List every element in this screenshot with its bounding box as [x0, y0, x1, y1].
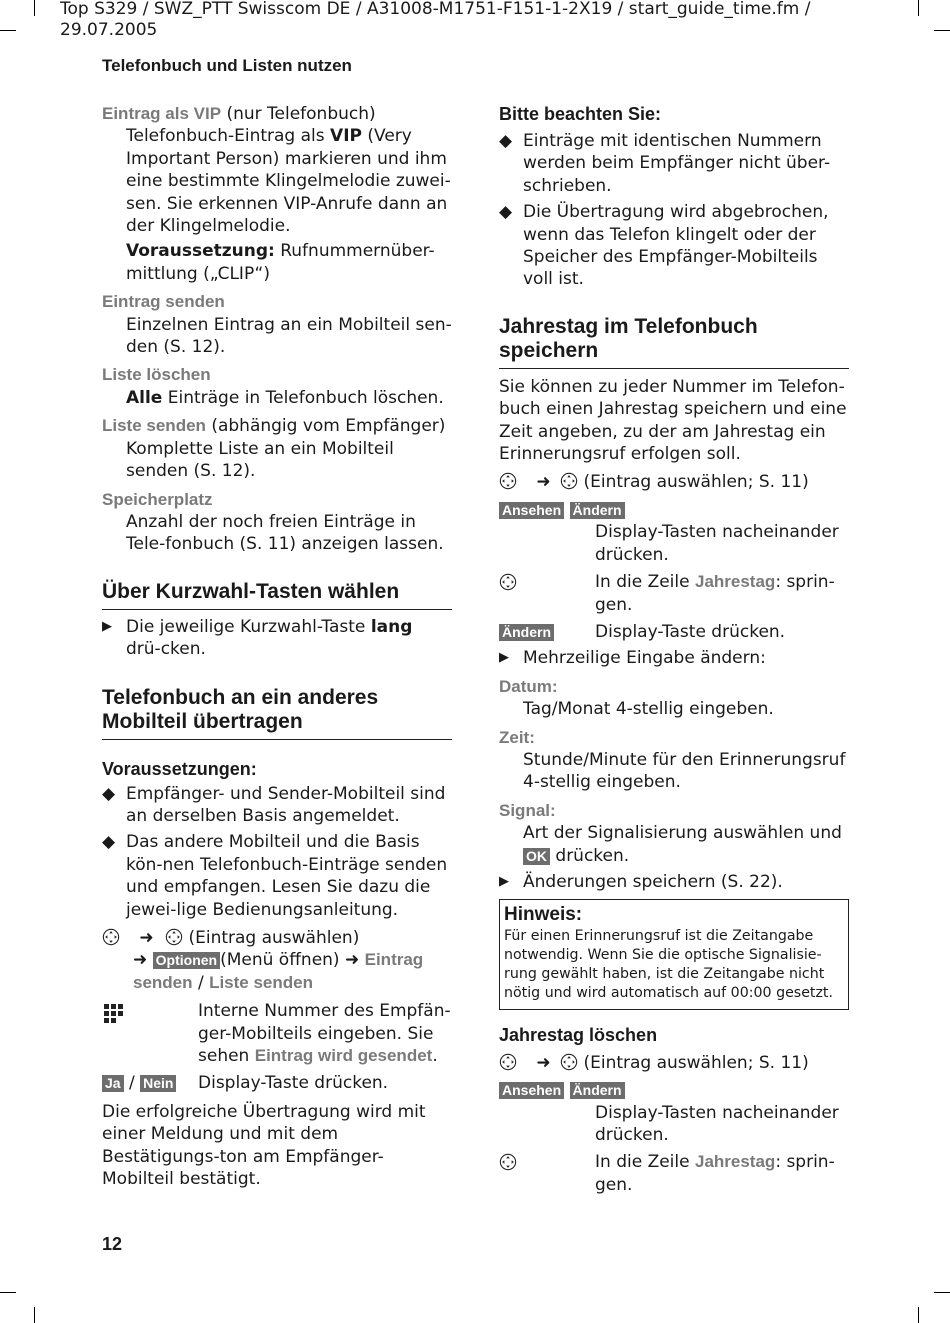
- arrow-bullet-icon: ▶: [499, 650, 509, 666]
- aendern-desc: Display-Taste drücken.: [595, 621, 786, 642]
- send-desc: Einzelnen Eintrag an ein Mobilteil sen-den (S. 12).: [126, 314, 452, 358]
- file-header-line1: Top S329 / SWZ_PTT Swisscom DE / A31008-M1751-F151-1-2X19 / start_guide_time.fm /: [60, 0, 811, 19]
- arrow-icon: ➜: [536, 472, 551, 493]
- delete-keys: [499, 1079, 849, 1101]
- navigation-key-icon: [560, 472, 578, 490]
- delete-term: Liste löschen: [102, 365, 211, 385]
- kurzwahl-step: ▶ Die jeweilige Kurzwahl-Taste lang drü-cken.: [102, 616, 413, 660]
- heading-transfer: Telefonbuch an ein anderes Mobilteil übertragen: [102, 686, 452, 740]
- memory-term: Speicherplatz: [102, 489, 213, 509]
- navigation-key-icon: [499, 1153, 517, 1171]
- crop-mark: [0, 30, 16, 31]
- aendern-row: [499, 621, 849, 643]
- note-item: ◆ Die Übertragung wird abgebrochen, wenn das Telefon klingelt oder der Speicher des Empfänger-Mobilteils voll ist.: [499, 202, 829, 290]
- list-send-suffix: (abhängig vom Empfänger): [205, 416, 446, 437]
- vip-term: Eintrag als VIP: [102, 104, 222, 123]
- date-desc: Tag/Monat 4-stellig eingeben.: [523, 699, 774, 720]
- arrow-bullet-icon: ▶: [499, 873, 509, 889]
- delete-select-step: [499, 1052, 849, 1074]
- crop-mark: [918, 0, 919, 16]
- list-send-entry: [102, 415, 452, 482]
- vip-suffix: (nur Telefonbuch): [226, 104, 376, 124]
- page-number: 12: [102, 1234, 123, 1254]
- file-header: [60, 0, 860, 41]
- arrow-icon: ➜: [536, 1052, 551, 1073]
- keys-desc: Display-Tasten nacheinander drücken.: [595, 522, 839, 565]
- anniv-keys: [499, 499, 849, 521]
- heading-kurzwahl: Über Kurzwahl-Tasten wählen: [102, 580, 452, 610]
- signal-desc1: Art der Signalisierung auswählen und: [523, 823, 842, 844]
- date-field: [499, 676, 849, 721]
- delete-line-jump-row: [499, 1151, 849, 1196]
- aendern-key[interactable]: Ändern: [499, 624, 554, 641]
- signal-term: Signal:: [499, 800, 556, 820]
- delete-entry: [102, 364, 452, 409]
- signal-desc2: OK drücken.: [523, 845, 849, 867]
- success-text: Die erfolgreiche Übertragung wird mit einer Meldung und mit dem Bestätigungs-ton am Empfänger-Mobilteil bestätigt.: [102, 1101, 426, 1190]
- step-select-text: (Eintrag auswählen): [188, 927, 360, 948]
- diamond-bullet-icon: ◆: [499, 202, 513, 223]
- arrow-icon: ➜: [344, 950, 360, 971]
- send-entry: [102, 291, 452, 358]
- memory-desc: Anzahl der noch freien Einträge in Tele-fonbuch (S. 11) anzeigen lassen.: [126, 511, 444, 555]
- right-column: [499, 103, 849, 1196]
- ansehen-key[interactable]: Ansehen: [499, 1082, 564, 1099]
- ja-key[interactable]: Ja: [102, 1075, 124, 1092]
- crop-mark: [0, 1292, 16, 1293]
- list-send-menu[interactable]: Liste senden: [209, 972, 313, 992]
- transfer-steps: ➜ (Eintrag auswählen) ➜ Optionen (Menü öffnen) ➜ Eintrag senden / Liste senden: [102, 927, 452, 994]
- aendern-key[interactable]: Ändern: [570, 1082, 625, 1099]
- ansehen-key[interactable]: Ansehen: [499, 502, 564, 519]
- delete-keys-desc-row: [499, 1102, 849, 1147]
- requirement-item: ◆ Das andere Mobilteil und die Basis kön-nen Telefonbuch-Einträge senden und empfangen. Lesen Sie dazu die jewei-lige Bedienungsanleitung.: [102, 832, 448, 920]
- nein-key[interactable]: Nein: [140, 1075, 176, 1092]
- keys-desc-row: [499, 521, 849, 566]
- crop-mark: [934, 30, 950, 31]
- step-select-text: (Eintrag auswählen; S. 11): [583, 1052, 809, 1073]
- entry-send-menu[interactable]: Eintrag senden: [133, 950, 424, 992]
- keypad-icon: [102, 1002, 126, 1026]
- note-item: ◆ Einträge mit identischen Nummern werden beim Empfänger nicht über-schrieben.: [499, 131, 831, 196]
- ja-nein-desc: Display-Taste drücken.: [198, 1073, 389, 1094]
- crop-mark: [34, 0, 35, 16]
- anniversary-intro: Sie können zu jeder Nummer im Telefon-buch einen Jahrestag speichern und eine Zeit angeben, zu der am Jahrestag ein Erinnerungsruf erfolgen soll.: [499, 376, 847, 465]
- navigation-key-icon: [560, 1053, 578, 1071]
- aendern-key[interactable]: Ändern: [570, 502, 625, 519]
- anniv-select-step: [499, 471, 849, 493]
- diamond-bullet-icon: ◆: [499, 131, 513, 151]
- ok-key[interactable]: OK: [523, 848, 550, 865]
- diamond-bullet-icon: ◆: [102, 783, 116, 804]
- hint-box: [499, 899, 849, 1009]
- navigation-key-icon: [102, 928, 120, 946]
- arrow-icon: ➜: [133, 950, 148, 971]
- heading-note: Bitte beachten Sie:: [499, 104, 662, 124]
- line-jump-desc: In die Zeile Jahrestag: sprin-gen.: [595, 572, 835, 615]
- vip-desc: Telefonbuch-Eintrag als VIP (Very Important Person) markieren und ihm eine bestimmte Klingelmelodie zuwei-sen. Sie erkennen VIP-Anrufe dann an der Klingelmelodie.: [126, 126, 451, 237]
- optionen-key[interactable]: Optionen: [153, 952, 220, 969]
- crop-mark: [34, 1307, 35, 1323]
- line-jump-row: [499, 571, 849, 616]
- arrow-icon: ➜: [139, 927, 154, 948]
- date-term: Datum:: [499, 676, 558, 696]
- internal-number-row: [102, 1000, 452, 1067]
- send-term: Eintrag senden: [102, 292, 225, 312]
- step-menu-text: (Menü öffnen): [220, 950, 340, 971]
- line-jump-desc: In die Zeile Jahrestag: sprin-gen.: [595, 1152, 835, 1195]
- arrow-bullet-icon: ▶: [102, 618, 112, 634]
- crop-mark: [934, 1292, 950, 1293]
- ja-nein-row: Ja / Nein Display-Taste drücken.: [102, 1072, 452, 1094]
- navigation-key-icon: [499, 573, 517, 591]
- multi-step: ▶ Mehrzeilige Eingabe ändern:: [499, 648, 766, 669]
- crop-mark: [918, 1307, 919, 1323]
- vip-entry: [102, 103, 452, 285]
- hint-text: Für einen Erinnerungsruf ist die Zeitangabe notwendig. Wenn Sie die optische Signalisie-rung gewählt haben, ist die Zeitangabe nicht nötig und wird automatisch auf 00:00 gesetzt.: [504, 927, 834, 1001]
- navigation-key-icon: [499, 472, 517, 490]
- diamond-bullet-icon: ◆: [102, 832, 116, 853]
- heading-delete: Jahrestag löschen: [499, 1024, 658, 1045]
- heading-requirements: Voraussetzungen:: [102, 758, 257, 779]
- delete-desc: Alle Einträge in Telefonbuch löschen.: [126, 387, 444, 408]
- signal-field: [499, 800, 849, 867]
- vip-requirement: Voraussetzung: Rufnummernüber-mittlung („CLIP“): [126, 241, 435, 284]
- hint-title: Hinweis:: [504, 904, 583, 926]
- keys-desc: Display-Tasten nacheinander drücken.: [595, 1102, 839, 1145]
- section-title: Telefonbuch und Listen nutzen: [102, 56, 352, 75]
- navigation-key-icon: [165, 928, 183, 946]
- save-step: ▶ Änderungen speichern (S. 22).: [499, 871, 783, 892]
- requirement-item: ◆ Empfänger- und Sender-Mobilteil sind an derselben Basis angemeldet.: [102, 783, 446, 826]
- list-send-desc: Komplette Liste an ein Mobilteil senden (S. 12).: [126, 438, 394, 482]
- time-desc: Stunde/Minute für den Erinnerungsruf 4-stellig eingeben.: [523, 749, 846, 793]
- time-term: Zeit:: [499, 727, 535, 747]
- heading-anniversary: Jahrestag im Telefonbuch speichern: [499, 315, 849, 369]
- list-send-term: Liste senden: [102, 416, 206, 436]
- file-header-line2: 29.07.2005: [60, 20, 158, 40]
- internal-number-desc: Interne Nummer des Empfän-ger-Mobilteils eingeben. Sie sehen Eintrag wird gesendet.: [198, 1001, 451, 1066]
- time-field: [499, 727, 849, 794]
- navigation-key-icon: [499, 1053, 517, 1071]
- left-column: [102, 103, 452, 1190]
- memory-entry: [102, 489, 452, 556]
- step-select-text: (Eintrag auswählen; S. 11): [583, 472, 809, 493]
